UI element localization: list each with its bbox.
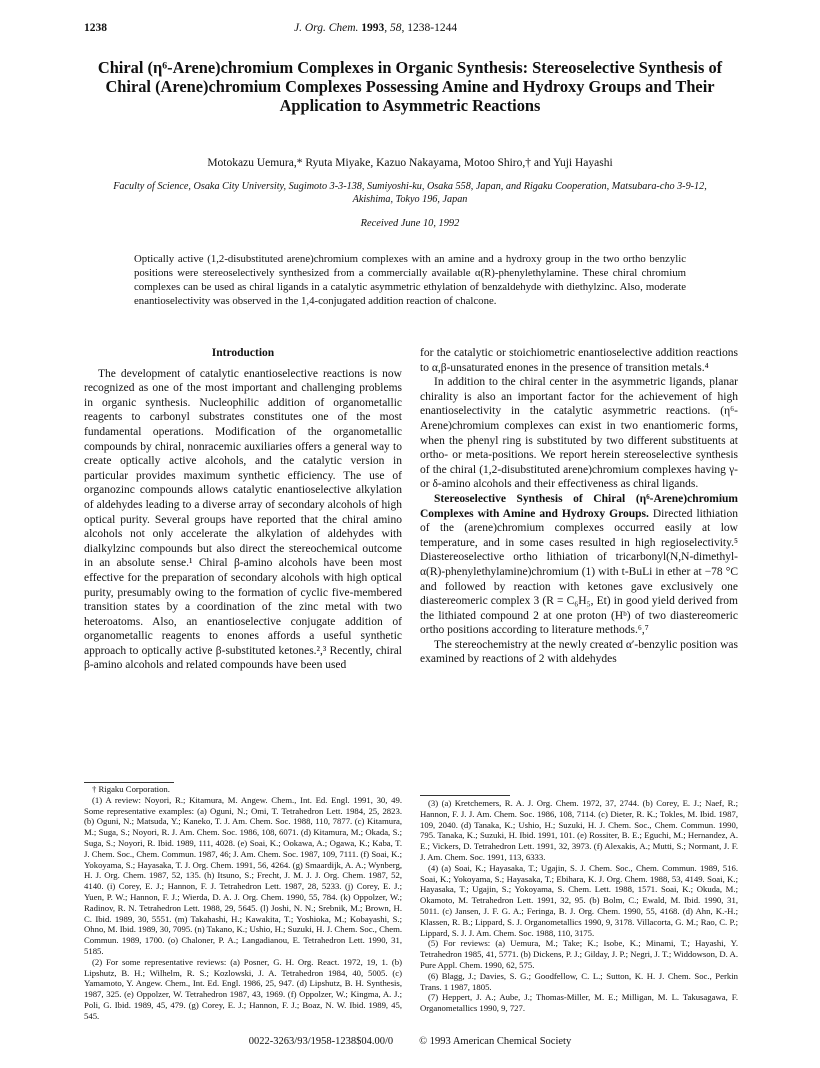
article-code: 0022-3263/93/1958-1238$04.00/0 xyxy=(248,1036,394,1047)
author-list: Motokazu Uemura,* Ryuta Miyake, Kazuo Nakayama, Motoo Shiro,† and Yuji Hayashi xyxy=(207,157,613,169)
journal-year: 1993 xyxy=(361,22,385,34)
page-footer xyxy=(200,1036,620,1047)
right-paragraph-chirality: In addition to the chiral center in the asymmetric ligands, planar chirality is also an important factor for the achievement of high enantioselectivity in the catalytic asymmetric reactions. (η⁶-Arene)chromium complexes can exist in two enantiomeric forms, when the phenyl ring is substituted by two different substituents at ortho- or meta-positions. We report herein stereoselective synthesis of the chiral (1,2-disubstituted arene)chromium complexes having γ- or δ-amino alcohols and their effectiveness as chiral ligands. xyxy=(420,376,738,491)
intro-paragraph: The development of catalytic enantioselective reactions is now recognized as one of the most important and challenging problems in organic synthesis. Nucleophilic addition of organometallic reagents to carbonyl substrates constitutes one of the most fundamental operations. Modification of the organometallic compounds by chiral, nonracemic auxiliaries offers a general way to create optically active alcohols, and the catalytic version in particular provides maximum synthetic efficiency. The use of organozinc compounds allows catalytic enantioselective alkylation of aldehydes leading to a diverse array of secondary alcohols of high optical purity. Several groups have reported that the chiral amino alcohols not only accelerate the alkylation of aldehydes with dialkylzinc compounds but also direct the stereochemical outcome in an absolute sense.¹ Chiral β-amino alcohols have been most effective for the preparation of secondary alcohols with high optical purity, presumably owing to the formation of cyclic five-membered transition states by a coordination of the zinc metal with two heteroatoms. Also, an enantioselective conjugate addition of organometallic reagents to enones affords a useful synthetic approach to optically active β-substituted ketones.²,³ Recently, chiral β-amino alcohols and related compounds have been used xyxy=(84,367,402,672)
footnote: (5) For reviews: (a) Uemura, M.; Take; K.; Isobe, K.; Minami, T.; Hayashi, Y. Tetrahedron 1985, 41, 5771. (b) Dickens, P. J.; Gilday, J. P.; Negri, J. T.; Widdowson, D. A. Pure Appl. Chem. 1990, 62, 575. xyxy=(420,938,738,970)
right-paragraph-stereochemistry: The stereochemistry at the newly created α′-benzylic position was examined by reactions of 2 with aldehydes xyxy=(420,638,738,666)
left-column xyxy=(84,346,402,673)
journal-name: J. Org. Chem. xyxy=(294,22,359,34)
page-number: 1238 xyxy=(84,22,107,34)
footnote-rule-left xyxy=(84,782,174,783)
introduction-heading: Introduction xyxy=(211,347,275,359)
footnote: (2) For some representative reviews: (a) Posner, G. H. Org. React. 1972, 19, 1. (b) Lipshutz, B. H.; Wilhelm, R. S.; Kozlowski, J. A. Tetrahedron 1984, 40, 5005. (c) Yamamoto, Y. Angew. Chem., Int. Ed. Engl. 1986, 25, 947. (d) Lipshutz, B. H. Synthesis, 1987, 325. (e) Oppolzer, W. Tetrahedron 1987, 43, 1969. (f) Oppolzer, W.; Kingma, A. J.; Poli, G. Ibid. 1989, 45, 479. (g) Corey, E. J.; Hannon, F. J.; Boaz, N. W. Ibid. 1989, 45, 545. xyxy=(84,956,402,1021)
synthesis-run-in-heading: Stereoselective Synthesis of Chiral (η⁶-Arene)chromium Complexes with Amine and Hydroxy Groups. xyxy=(420,492,738,520)
running-header xyxy=(84,22,736,38)
footnote: (7) Heppert, J. A.; Aube, J.; Thomas-Miller, M. E.; Milligan, M. L. Takusagawa, F. Organometallics 1990, 9, 727. xyxy=(420,992,738,1014)
abstract: Optically active (1,2-disubstituted arene)chromium complexes with an amine and a hydroxy group in the two ortho benzylic positions were stereoselectively synthesized from a commercially available α(R)-phenylethylamine. These chiral chromium complexes can be used as chiral ligands in a catalytic asymmetric ethylation of benzaldehyde with diethylzinc. Also, moderate enantioselectivity was observed in the 1,4-conjugated addition reaction of chalcone. xyxy=(134,253,686,307)
received-date: Received June 10, 1992 xyxy=(360,218,460,229)
footnote: (6) Blagg, J.; Davies, S. G.; Goodfellow, C. L.; Sutton, K. H. J. Chem. Soc., Perkin Trans. 1 1987, 1805. xyxy=(420,970,738,992)
right-column xyxy=(420,346,738,667)
journal-pages: 1238-1244 xyxy=(407,22,458,34)
synthesis-body: Directed lithiation of the (arene)chromium complexes occurred easily at low temperature, and in some cases resulted in high regioselectivity.⁵ Diastereoselective ortho lithiation of tricarbonyl(N,N-dimethyl-α(R)-phenylethylamine)chromium (1) with t-BuLi in ether at −78 °C and followed by reaction with ketones gave exclusively one diastereomeric complex 3 (R = C₆H₅, Et) in good yield derived from the lithiated compound 2 at one proton (Hᵇ) of two diastereomeric ortho positions according to literature methods.⁶,⁷ xyxy=(420,507,738,637)
footnotes-left xyxy=(84,784,402,1022)
footnote: (1) A review: Noyori, R.; Kitamura, M. Angew. Chem., Int. Ed. Engl. 1991, 30, 49. Some representative examples: (a) Oguni, N.; Omi, T. Tetrahedron Lett. 1984, 25, 2823. (b) Oguni, N.; Matsuda, Y.; Kaneko, T. J. Am. Chem. Soc. 1988, 110, 7877. (c) Kitamura, M.; Suga, S.; Noyori, R. J. Am. Chem. Soc. 1986, 108, 6071. (d) Kitamura, M.; Okada, S.; Suga, S.; Noyori, R. Ibid. 1989, 111, 4028. (e) Soai, K.; Ookawa, A.; Ogawa, K.; Kaba, T. J. Chem. Soc., Chem. Commun. 1987, 46; J. Am. Chem. Soc. 1987, 109, 7111. (f) Soai, K.; Yokoyama, S.; Hayasaka, T. J. Org. Chem. 1991, 56, 4264. (g) Smaardijk, A. A.; Wynberg, H. J. Org. Chem. 1987, 52, 135. (h) Itsuno, S.; Frecht, J. M. J. J. Org. Chem. 1987, 52, 4140. (i) Corey, E. J.; Hannon, F. J. Tetrahedron Lett. 1987, 28, 5233. (j) Corey, E. J.; Yuen, P. W.; Hannon, F. J.; Wierda, D. A. J. Org. Chem. 1990, 55, 784. (k) Oppolzer, W.; Radinov, R. N. Tetrahedron Lett. 1988, 29, 5645. (l) Joshi, N. N.; Srebnik, M.; Brown, H. C. Ibid. 1989, 30, 5551. (m) Takahashi, H.; Kawakita, T.; Yoshioka, M.; Kobayashi, S.; Ohno, M. Ibid. 1989, 30, 7095. (n) Takano, K.; Ushio, H.; Suzuki, H. J. Chem. Soc., Chem. Commun. 1989, 1700. (o) Chaloner, P. A.; Langadianou, E. Tetrahedron Lett. 1990, 31, 5185. xyxy=(84,794,403,956)
affiliation: Faculty of Science, Osaka City University, Sugimoto 3-3-138, Sumiyoshi-ku, Osaka 558, Japan, and Rigaku Cooperation, Matsubara-cho 3-9-12, Akishima, Tokyo 196, Japan xyxy=(113,181,707,205)
footnote: (4) (a) Soai, K.; Hayasaka, T.; Ugajin, S. J. Chem. Soc., Chem. Commun. 1989, 516. Soai, K.; Yokoyama, S.; Hayasaka, T.; Ebihara, K. J. Org. Chem. 1988, 53, 4149. Soai, K.; Hayasaka, T.; Ugajin, S.; Yokoyama, S. Chem. Lett. 1988, 1571. Soai, K.; Okuda, M.; Okamoto, M. Tetrahedron Lett. 1991, 32, 95. (b) Bolm, C.; Ewald, M. Ibid. 1990, 31, 5011. (c) Jansen, J. F. G. A.; Feringa, B. J. Org. Chem. 1990, 55, 4168. (d) Ahn, K.-H.; Klassen, R. B.; Lippard, S. J. Organometallics 1990, 9, 3178. Villacorta, G. M.; Rao, C. P.; Lippard, S. J. J. Am. Chem. Soc. 1988, 110, 3175. xyxy=(420,862,738,938)
copyright: © 1993 American Chemical Society xyxy=(419,1036,572,1047)
right-paragraph-synthesis xyxy=(420,492,738,638)
footnote: (3) (a) Kretchemers, R. A. J. Org. Chem. 1972, 37, 2744. (b) Corey, E. J.; Naef, R.; Hannon, F. J. J. Am. Chem. Soc. 1986, 108, 7114. (c) Dieter, R. K.; Tokles, M. Ibid. 1987, 109, 2040. (d) Tanaka, K.; Ushio, H.; Suzuki, H. J. Chem. Soc., Chem. Commun. 1990, 795. Tanaka, K.; Suzuki, H. Ibid. 1991, 101. (e) Rossiter, B. E.; Eguchi, M.; Hernandez, A. E.; Vickers, D. Tetrahedron Lett. 1991, 32, 3973. (f) Alexakis, A.; Mutti, S.; Normant, J. F. J. Am. Chem. Soc. 1991, 113, 6333. xyxy=(420,798,738,862)
right-paragraph-continued: for the catalytic or stoichiometric enantioselective addition reactions to α,β-unsaturated enones in the presence of transition metals.⁴ xyxy=(420,347,738,374)
footnotes-right xyxy=(420,798,738,1014)
footnote: † Rigaku Corporation. xyxy=(92,784,170,794)
footnote-rule-right xyxy=(420,795,510,796)
journal-volume: 58 xyxy=(390,22,402,34)
journal-citation: J. Org. Chem. 1993, 58, 1238-1244 xyxy=(294,22,458,34)
article-title: Chiral (η⁶-Arene)chromium Complexes in Organic Synthesis: Stereoselective Synthesis of Chiral (Arene)chromium Complexes Possessing Amine and Hydroxy Groups and Their Application to Asymmetric Reactions xyxy=(97,58,723,115)
